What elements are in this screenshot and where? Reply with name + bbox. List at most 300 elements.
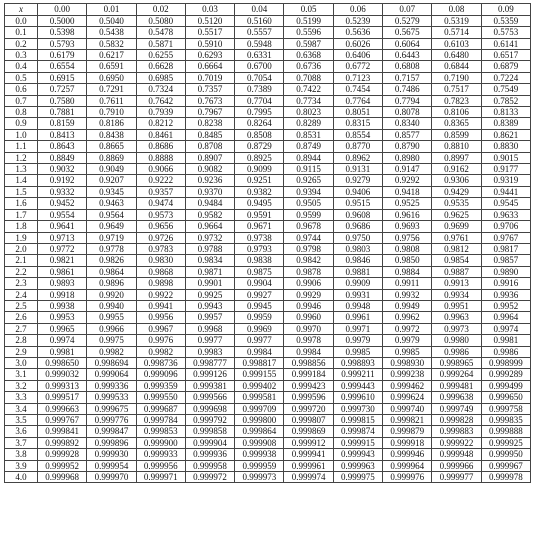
row-label: 0.3	[5, 50, 38, 61]
table-cell: 0.9946	[284, 300, 333, 311]
row-label: 1.8	[5, 221, 38, 232]
table-cell: 0.8051	[333, 107, 382, 118]
table-cell: 0.9082	[185, 164, 234, 175]
row-label: 0.5	[5, 72, 38, 83]
table-cell: 0.8708	[185, 141, 234, 152]
table-cell: 0.8830	[481, 141, 530, 152]
row-label: 2.4	[5, 289, 38, 300]
table-cell: 0.9981	[38, 346, 87, 357]
table-cell: 0.5239	[333, 15, 382, 26]
table-cell: 0.9911	[383, 278, 432, 289]
row-label: 0.7	[5, 95, 38, 106]
table-cell: 0.9817	[481, 243, 530, 254]
row-label: 2.1	[5, 255, 38, 266]
table-cell: 0.999977	[432, 472, 481, 483]
table-cell: 0.9515	[333, 198, 382, 209]
table-cell: 0.9896	[87, 278, 136, 289]
table-cell: 0.999976	[383, 472, 432, 483]
table-cell: 0.9964	[481, 312, 530, 323]
table-row	[5, 278, 531, 289]
column-header: 0.06	[333, 4, 382, 16]
table-cell: 0.9222	[136, 175, 185, 186]
table-cell: 0.9678	[284, 221, 333, 232]
table-cell: 0.6064	[383, 38, 432, 49]
table-cell: 0.7734	[284, 95, 333, 106]
table-cell: 0.8907	[185, 152, 234, 163]
row-label: 2.8	[5, 335, 38, 346]
table-cell: 0.5160	[235, 15, 284, 26]
table-cell: 0.999184	[284, 369, 333, 380]
table-cell: 0.9949	[383, 300, 432, 311]
table-cell: 0.999638	[432, 392, 481, 403]
table-row	[5, 164, 531, 175]
table-cell: 0.9418	[383, 186, 432, 197]
table-cell: 0.9744	[284, 232, 333, 243]
table-cell: 0.9778	[87, 243, 136, 254]
table-row	[5, 403, 531, 414]
table-cell: 0.9732	[185, 232, 234, 243]
table-cell: 0.7019	[185, 72, 234, 83]
table-cell: 0.999336	[87, 380, 136, 391]
table-cell: 0.9881	[333, 266, 382, 277]
column-header: 0.05	[284, 4, 333, 16]
table-cell: 0.999971	[136, 472, 185, 483]
table-cell: 0.7157	[383, 72, 432, 83]
table-cell: 0.9830	[136, 255, 185, 266]
table-cell: 0.7910	[87, 107, 136, 118]
row-label: 1.9	[5, 232, 38, 243]
table-cell: 0.999933	[136, 449, 185, 460]
table-cell: 0.999566	[185, 392, 234, 403]
table-cell: 0.9972	[383, 323, 432, 334]
column-header-x: x	[5, 4, 38, 16]
table-cell: 0.9761	[432, 232, 481, 243]
table-cell: 0.9932	[383, 289, 432, 300]
table-cell: 0.999800	[235, 415, 284, 426]
table-cell: 0.999908	[235, 437, 284, 448]
table-cell: 0.9177	[481, 164, 530, 175]
table-cell: 0.7190	[432, 72, 481, 83]
row-label: 1.4	[5, 175, 38, 186]
table-cell: 0.9953	[38, 312, 87, 323]
table-row	[5, 84, 531, 95]
table-cell: 0.6915	[38, 72, 87, 83]
table-cell: 0.9936	[481, 289, 530, 300]
table-row	[5, 15, 531, 26]
table-cell: 0.8686	[136, 141, 185, 152]
table-cell: 0.7852	[481, 95, 530, 106]
table-cell: 0.999096	[136, 369, 185, 380]
table-cell: 0.8413	[38, 129, 87, 140]
table-cell: 0.9878	[284, 266, 333, 277]
table-cell: 0.999264	[432, 369, 481, 380]
table-cell: 0.8340	[383, 118, 432, 129]
table-row	[5, 141, 531, 152]
table-cell: 0.9495	[235, 198, 284, 209]
table-row	[5, 198, 531, 209]
table-row	[5, 50, 531, 61]
table-cell: 0.999126	[185, 369, 234, 380]
normal-distribution-table	[4, 3, 531, 483]
table-cell: 0.5478	[136, 27, 185, 38]
table-cell: 0.8106	[432, 107, 481, 118]
row-label: 3.3	[5, 392, 38, 403]
table-cell: 0.999402	[235, 380, 284, 391]
table-cell: 0.7673	[185, 95, 234, 106]
table-cell: 0.999912	[284, 437, 333, 448]
table-cell: 0.9846	[333, 255, 382, 266]
table-row	[5, 107, 531, 118]
table-cell: 0.7054	[235, 72, 284, 83]
table-cell: 0.8159	[38, 118, 87, 129]
table-cell: 0.999650	[481, 392, 530, 403]
table-cell: 0.7291	[87, 84, 136, 95]
table-cell: 0.999967	[481, 460, 530, 471]
table-cell: 0.9893	[38, 278, 87, 289]
table-row	[5, 61, 531, 72]
table-cell: 0.9909	[333, 278, 382, 289]
table-row	[5, 335, 531, 346]
table-cell: 0.8599	[432, 129, 481, 140]
table-cell: 0.9564	[87, 209, 136, 220]
row-label: 0.6	[5, 84, 38, 95]
table-cell: 0.8888	[136, 152, 185, 163]
table-cell: 0.999869	[284, 426, 333, 437]
table-cell: 0.5832	[87, 38, 136, 49]
row-label: 1.2	[5, 152, 38, 163]
table-cell: 0.9664	[185, 221, 234, 232]
table-cell: 0.6103	[432, 38, 481, 49]
row-label: 2.7	[5, 323, 38, 334]
table-row	[5, 346, 531, 357]
table-cell: 0.5987	[284, 38, 333, 49]
table-cell: 0.999481	[432, 380, 481, 391]
table-cell: 0.5675	[383, 27, 432, 38]
table-cell: 0.6985	[136, 72, 185, 83]
table-cell: 0.7823	[432, 95, 481, 106]
table-cell: 0.999961	[284, 460, 333, 471]
table-cell: 0.999313	[38, 380, 87, 391]
table-cell: 0.999950	[481, 449, 530, 460]
table-cell: 0.9750	[333, 232, 382, 243]
table-cell: 0.999943	[333, 449, 382, 460]
row-label: 1.3	[5, 164, 38, 175]
table-cell: 0.9974	[38, 335, 87, 346]
table-cell: 0.999896	[87, 437, 136, 448]
table-cell: 0.9693	[383, 221, 432, 232]
table-cell: 0.9671	[235, 221, 284, 232]
table-cell: 0.999974	[284, 472, 333, 483]
table-cell: 0.999238	[383, 369, 432, 380]
table-cell: 0.999883	[432, 426, 481, 437]
table-cell: 0.9608	[333, 209, 382, 220]
table-cell: 0.9979	[383, 335, 432, 346]
table-cell: 0.7422	[284, 84, 333, 95]
table-cell: 0.9956	[136, 312, 185, 323]
table-cell: 0.999687	[136, 403, 185, 414]
table-cell: 0.9279	[333, 175, 382, 186]
table-cell: 0.9834	[185, 255, 234, 266]
table-cell: 0.999928	[38, 449, 87, 460]
table-cell: 0.9854	[432, 255, 481, 266]
table-cell: 0.9251	[235, 175, 284, 186]
table-cell: 0.9573	[136, 209, 185, 220]
row-label: 3.8	[5, 449, 38, 460]
table-cell: 0.999517	[38, 392, 87, 403]
table-cell: 0.7357	[185, 84, 234, 95]
table-cell: 0.8665	[87, 141, 136, 152]
table-cell: 0.999841	[38, 426, 87, 437]
table-cell: 0.8485	[185, 129, 234, 140]
table-cell: 0.999784	[136, 415, 185, 426]
table-cell: 0.9706	[481, 221, 530, 232]
table-cell: 0.9982	[87, 346, 136, 357]
table-cell: 0.5398	[38, 27, 87, 38]
table-cell: 0.999359	[136, 380, 185, 391]
table-cell: 0.9906	[284, 278, 333, 289]
table-cell: 0.998777	[185, 357, 234, 368]
table-cell: 0.9973	[432, 323, 481, 334]
table-cell: 0.9545	[481, 198, 530, 209]
table-cell: 0.5871	[136, 38, 185, 49]
table-cell: 0.7324	[136, 84, 185, 95]
table-row	[5, 118, 531, 129]
table-cell: 0.9975	[87, 335, 136, 346]
table-cell: 0.5517	[185, 27, 234, 38]
table-cell: 0.9941	[136, 300, 185, 311]
table-cell: 0.9980	[432, 335, 481, 346]
table-cell: 0.8770	[333, 141, 382, 152]
table-cell: 0.6736	[284, 61, 333, 72]
table-cell: 0.999807	[284, 415, 333, 426]
table-cell: 0.9961	[333, 312, 382, 323]
table-body	[5, 15, 531, 483]
table-cell: 0.8729	[235, 141, 284, 152]
row-label: 0.4	[5, 61, 38, 72]
table-cell: 0.7123	[333, 72, 382, 83]
table-cell: 0.9484	[185, 198, 234, 209]
table-cell: 0.8238	[185, 118, 234, 129]
table-cell: 0.9582	[185, 209, 234, 220]
table-cell: 0.9965	[38, 323, 87, 334]
table-cell: 0.999959	[235, 460, 284, 471]
table-cell: 0.9982	[136, 346, 185, 357]
table-cell: 0.9738	[235, 232, 284, 243]
row-label: 2.2	[5, 266, 38, 277]
table-cell: 0.9686	[333, 221, 382, 232]
table-cell: 0.9985	[383, 346, 432, 357]
table-cell: 0.999904	[185, 437, 234, 448]
table-cell: 0.9918	[38, 289, 87, 300]
table-cell: 0.5080	[136, 15, 185, 26]
table-row	[5, 95, 531, 106]
table-cell: 0.6664	[185, 61, 234, 72]
table-cell: 0.9463	[87, 198, 136, 209]
table-cell: 0.999730	[333, 403, 382, 414]
table-row	[5, 266, 531, 277]
row-label: 2.0	[5, 243, 38, 254]
table-cell: 0.999624	[383, 392, 432, 403]
row-label: 2.9	[5, 346, 38, 357]
table-cell: 0.998650	[38, 357, 87, 368]
table-cell: 0.9931	[333, 289, 382, 300]
table-cell: 0.999858	[185, 426, 234, 437]
table-cell: 0.8790	[383, 141, 432, 152]
table-cell: 0.9966	[87, 323, 136, 334]
table-cell: 0.9963	[432, 312, 481, 323]
table-cell: 0.9938	[38, 300, 87, 311]
table-cell: 0.9505	[284, 198, 333, 209]
table-row	[5, 221, 531, 232]
row-label: 0.1	[5, 27, 38, 38]
table-cell: 0.998930	[383, 357, 432, 368]
table-cell: 0.8749	[284, 141, 333, 152]
table-cell: 0.999968	[38, 472, 87, 483]
row-label: 0.2	[5, 38, 38, 49]
table-row	[5, 129, 531, 140]
table-row	[5, 175, 531, 186]
row-label: 1.0	[5, 129, 38, 140]
table-cell: 0.998965	[432, 357, 481, 368]
table-cell: 0.999533	[87, 392, 136, 403]
table-cell: 0.7486	[383, 84, 432, 95]
table-cell: 0.999698	[185, 403, 234, 414]
table-cell: 0.5359	[481, 15, 530, 26]
table-cell: 0.9207	[87, 175, 136, 186]
table-cell: 0.8577	[383, 129, 432, 140]
row-label: 0.8	[5, 107, 38, 118]
table-cell: 0.9943	[185, 300, 234, 311]
table-cell: 0.5040	[87, 15, 136, 26]
table-row	[5, 38, 531, 49]
table-cell: 0.999918	[383, 437, 432, 448]
table-cell: 0.9913	[432, 278, 481, 289]
table-cell: 0.9474	[136, 198, 185, 209]
table-cell: 0.8438	[87, 129, 136, 140]
table-cell: 0.8264	[235, 118, 284, 129]
table-cell: 0.8962	[333, 152, 382, 163]
table-cell: 0.999938	[235, 449, 284, 460]
row-label: 4.0	[5, 472, 38, 483]
table-cell: 0.999663	[38, 403, 87, 414]
table-cell: 0.9969	[235, 323, 284, 334]
table-cell: 0.8023	[284, 107, 333, 118]
table-row	[5, 232, 531, 243]
table-cell: 0.999879	[383, 426, 432, 437]
table-cell: 0.9976	[136, 335, 185, 346]
table-cell: 0.9864	[87, 266, 136, 277]
table-cell: 0.999847	[87, 426, 136, 437]
table-cell: 0.9934	[432, 289, 481, 300]
table-cell: 0.5596	[284, 27, 333, 38]
table-cell: 0.9920	[87, 289, 136, 300]
table-cell: 0.999936	[185, 449, 234, 460]
table-cell: 0.9756	[383, 232, 432, 243]
table-cell: 0.999443	[333, 380, 382, 391]
table-cell: 0.8849	[38, 152, 87, 163]
table-cell: 0.9904	[235, 278, 284, 289]
table-cell: 0.999888	[481, 426, 530, 437]
table-cell: 0.999740	[383, 403, 432, 414]
row-label: 1.5	[5, 186, 38, 197]
table-cell: 0.999922	[432, 437, 481, 448]
table-cell: 0.7611	[87, 95, 136, 106]
column-header: 0.01	[87, 4, 136, 16]
table-cell: 0.999289	[481, 369, 530, 380]
table-cell: 0.9699	[432, 221, 481, 232]
table-cell: 0.9131	[333, 164, 382, 175]
table-row	[5, 312, 531, 323]
table-cell: 0.9927	[235, 289, 284, 300]
table-cell: 0.9713	[38, 232, 87, 243]
row-label: 3.4	[5, 403, 38, 414]
table-cell: 0.9945	[235, 300, 284, 311]
table-cell: 0.6217	[87, 50, 136, 61]
table-cell: 0.999946	[383, 449, 432, 460]
table-cell: 0.6179	[38, 50, 87, 61]
row-label: 1.7	[5, 209, 38, 220]
table-cell: 0.9967	[136, 323, 185, 334]
table-cell: 0.9793	[235, 243, 284, 254]
table-cell: 0.6628	[136, 61, 185, 72]
table-cell: 0.9783	[136, 243, 185, 254]
table-cell: 0.6844	[432, 61, 481, 72]
table-cell: 0.9265	[284, 175, 333, 186]
table-cell: 0.8508	[235, 129, 284, 140]
table-row	[5, 369, 531, 380]
table-cell: 0.9984	[235, 346, 284, 357]
table-cell: 0.9826	[87, 255, 136, 266]
table-cell: 0.6368	[284, 50, 333, 61]
table-cell: 0.999853	[136, 426, 185, 437]
table-cell: 0.999954	[87, 460, 136, 471]
table-cell: 0.5753	[481, 27, 530, 38]
table-cell: 0.999596	[284, 392, 333, 403]
table-cell: 0.9951	[432, 300, 481, 311]
table-cell: 0.9441	[481, 186, 530, 197]
table-cell: 0.9357	[136, 186, 185, 197]
table-cell: 0.9957	[185, 312, 234, 323]
row-label: 3.2	[5, 380, 38, 391]
table-cell: 0.999930	[87, 449, 136, 460]
table-cell: 0.9929	[284, 289, 333, 300]
table-cell: 0.9656	[136, 221, 185, 232]
table-cell: 0.9015	[481, 152, 530, 163]
table-cell: 0.9857	[481, 255, 530, 266]
column-header: 0.07	[383, 4, 432, 16]
table-cell: 0.8212	[136, 118, 185, 129]
table-cell: 0.998694	[87, 357, 136, 368]
table-cell: 0.9970	[284, 323, 333, 334]
table-cell: 0.998999	[481, 357, 530, 368]
table-cell: 0.9236	[185, 175, 234, 186]
table-cell: 0.9968	[185, 323, 234, 334]
table-cell: 0.5279	[383, 15, 432, 26]
table-cell: 0.6255	[136, 50, 185, 61]
table-cell: 0.9948	[333, 300, 382, 311]
table-cell: 0.9812	[432, 243, 481, 254]
table-row	[5, 72, 531, 83]
table-cell: 0.9960	[284, 312, 333, 323]
table-cell: 0.999211	[333, 369, 382, 380]
table-cell: 0.998817	[235, 357, 284, 368]
table-cell: 0.7257	[38, 84, 87, 95]
table-cell: 0.999835	[481, 415, 530, 426]
table-cell: 0.9599	[284, 209, 333, 220]
table-cell: 0.9345	[87, 186, 136, 197]
table-cell: 0.9788	[185, 243, 234, 254]
row-label: 2.6	[5, 312, 38, 323]
